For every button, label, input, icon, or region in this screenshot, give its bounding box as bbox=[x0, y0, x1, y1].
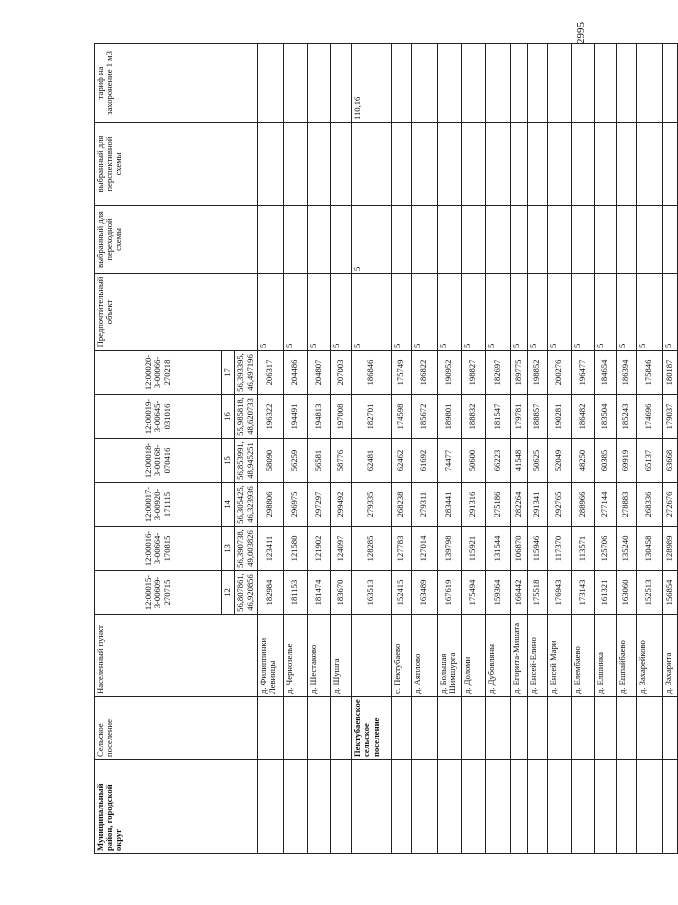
column-number-12: 12 bbox=[222, 571, 235, 615]
distance-cell: 196477 bbox=[571, 351, 594, 395]
distance-cell: 66223 bbox=[485, 439, 510, 483]
distance-cell: 183670 bbox=[330, 571, 351, 615]
proposed-cell: 5 bbox=[571, 274, 594, 351]
settlement-cell bbox=[485, 697, 510, 760]
tariff-cell bbox=[510, 44, 527, 123]
table-row bbox=[616, 44, 636, 854]
landfill-distance-table bbox=[94, 43, 678, 854]
proposed-cell: 5 bbox=[662, 274, 677, 351]
proposed-cell: 5 bbox=[307, 274, 330, 351]
distance-cell: 106870 bbox=[510, 527, 527, 571]
proposed-cell: 5 bbox=[510, 274, 527, 351]
distance-cell: 58776 bbox=[330, 439, 351, 483]
distance-cell: 159364 bbox=[485, 571, 510, 615]
distance-cell: 121902 bbox=[307, 527, 330, 571]
locality-cell: д. Большая Шимшургa bbox=[437, 615, 461, 697]
municipal-cell bbox=[636, 760, 662, 854]
distance-cell: 173143 bbox=[571, 571, 594, 615]
distance-cell: 182697 bbox=[485, 351, 510, 395]
distance-cell: 50625 bbox=[527, 439, 547, 483]
prospective-cell bbox=[571, 123, 594, 206]
distance-cell: 186846 bbox=[351, 351, 391, 395]
distance-cell: 179781 bbox=[510, 395, 527, 439]
proposed-cell: 5 bbox=[411, 274, 437, 351]
prospective-cell bbox=[485, 123, 510, 206]
table-row bbox=[283, 44, 307, 854]
table-row bbox=[461, 44, 485, 854]
proposed-cell: 5 bbox=[391, 274, 411, 351]
distance-cell: 206317 bbox=[257, 351, 283, 395]
distance-cell: 204807 bbox=[307, 351, 330, 395]
tariff-cell bbox=[594, 44, 616, 123]
locality-cell: д. Дубовляны bbox=[485, 615, 510, 697]
municipal-cell bbox=[485, 760, 510, 854]
distance-cell: 190952 bbox=[437, 351, 461, 395]
header-locality: Населенный пункт bbox=[95, 615, 258, 697]
municipal-cell bbox=[571, 760, 594, 854]
distance-cell: 65137 bbox=[636, 439, 662, 483]
settlement-cell bbox=[662, 697, 677, 760]
table-row bbox=[547, 44, 571, 854]
coordinates-5: 55,985818, 48,620733 bbox=[234, 395, 257, 439]
transition-cell bbox=[616, 206, 636, 274]
header-cadastral-3: 12:00017-3-00920-171115 bbox=[95, 483, 222, 527]
distance-cell: 181474 bbox=[307, 571, 330, 615]
locality-cell: д. Филиппинки Левинцы bbox=[257, 615, 283, 697]
distance-cell: 175494 bbox=[461, 571, 485, 615]
municipal-cell bbox=[594, 760, 616, 854]
settlement-cell bbox=[527, 697, 547, 760]
table-row bbox=[571, 44, 594, 854]
proposed-cell: 5 bbox=[437, 274, 461, 351]
table-row bbox=[257, 44, 283, 854]
transition-cell bbox=[461, 206, 485, 274]
header-cadastral-1: 12:00015-3-00609-270715 bbox=[95, 571, 222, 615]
tariff-cell bbox=[437, 44, 461, 123]
transition-cell bbox=[257, 206, 283, 274]
table-row bbox=[391, 44, 411, 854]
distance-cell: 58090 bbox=[257, 439, 283, 483]
locality-cell: д. Енсей Мари bbox=[547, 615, 571, 697]
distance-cell: 299492 bbox=[330, 483, 351, 527]
distance-cell: 130458 bbox=[636, 527, 662, 571]
proposed-cell: 5 bbox=[616, 274, 636, 351]
distance-cell: 297297 bbox=[307, 483, 330, 527]
distance-cell: 189801 bbox=[437, 395, 461, 439]
distance-cell: 181547 bbox=[485, 395, 510, 439]
locality-cell: д. Захарита bbox=[662, 615, 677, 697]
settlement-cell bbox=[307, 697, 330, 760]
distance-cell: 61692 bbox=[411, 439, 437, 483]
distance-cell: 175846 bbox=[636, 351, 662, 395]
tariff-cell bbox=[283, 44, 307, 123]
header-chosen-prospective: выбранный для перспективной схемы bbox=[95, 123, 258, 206]
distance-cell: 56581 bbox=[307, 439, 330, 483]
distance-cell: 268336 bbox=[636, 483, 662, 527]
distance-cell: 198827 bbox=[461, 351, 485, 395]
settlement-cell bbox=[616, 697, 636, 760]
table-row bbox=[485, 44, 510, 854]
prospective-cell bbox=[307, 123, 330, 206]
prospective-cell bbox=[547, 123, 571, 206]
distance-cell: 185672 bbox=[411, 395, 437, 439]
distance-cell: 152513 bbox=[636, 571, 662, 615]
proposed-cell: 5 bbox=[547, 274, 571, 351]
settlement-cell bbox=[547, 697, 571, 760]
locality-cell: д. Елшинка bbox=[594, 615, 616, 697]
distance-cell: 167619 bbox=[437, 571, 461, 615]
settlement-cell bbox=[461, 697, 485, 760]
table-row bbox=[662, 44, 677, 854]
municipal-cell bbox=[307, 760, 330, 854]
tariff-cell bbox=[257, 44, 283, 123]
proposed-cell: 5 bbox=[283, 274, 307, 351]
settlement-cell bbox=[636, 697, 662, 760]
distance-cell: 115946 bbox=[527, 527, 547, 571]
table-row bbox=[636, 44, 662, 854]
prospective-cell bbox=[391, 123, 411, 206]
distance-cell: 283441 bbox=[437, 483, 461, 527]
distance-cell: 186822 bbox=[411, 351, 437, 395]
distance-cell: 179037 bbox=[662, 395, 677, 439]
distance-cell: 268238 bbox=[391, 483, 411, 527]
distance-cell: 186394 bbox=[616, 351, 636, 395]
column-number-15: 15 bbox=[222, 439, 235, 483]
prospective-cell bbox=[411, 123, 437, 206]
tariff-cell bbox=[307, 44, 330, 123]
transition-cell: 5 bbox=[351, 206, 391, 274]
header-cadastral-2: 12:00016-3-00664-170815 bbox=[95, 527, 222, 571]
prospective-cell bbox=[351, 123, 391, 206]
prospective-cell bbox=[257, 123, 283, 206]
coordinates-6: 56,393395, 46,497196 bbox=[234, 351, 257, 395]
distance-cell: 291316 bbox=[461, 483, 485, 527]
distance-cell: 182984 bbox=[257, 571, 283, 615]
prospective-cell bbox=[636, 123, 662, 206]
distance-cell: 161321 bbox=[594, 571, 616, 615]
header-cadastral-6: 12:00020-3-00066-270218 bbox=[95, 351, 222, 395]
settlement-cell bbox=[257, 697, 283, 760]
distance-cell: 113571 bbox=[571, 527, 594, 571]
locality-cell: д. Шестаково bbox=[307, 615, 330, 697]
distance-cell: 163489 bbox=[411, 571, 437, 615]
distance-cell: 175749 bbox=[391, 351, 411, 395]
distance-cell: 279311 bbox=[411, 483, 437, 527]
prospective-cell bbox=[510, 123, 527, 206]
distance-cell: 163060 bbox=[616, 571, 636, 615]
locality-cell: д. Доломи bbox=[461, 615, 485, 697]
distance-cell: 182701 bbox=[351, 395, 391, 439]
distance-cell: 69919 bbox=[616, 439, 636, 483]
table-row bbox=[527, 44, 547, 854]
distance-cell: 135240 bbox=[616, 527, 636, 571]
distance-cell: 194491 bbox=[283, 395, 307, 439]
municipal-cell bbox=[411, 760, 437, 854]
column-number-17: 17 bbox=[222, 351, 235, 395]
distance-cell: 174696 bbox=[636, 395, 662, 439]
tariff-cell bbox=[485, 44, 510, 123]
tariff-cell bbox=[391, 44, 411, 123]
header-chosen-transition: выбранный для переходной схемы bbox=[95, 206, 258, 274]
distance-cell: 198852 bbox=[527, 351, 547, 395]
header-tariff: тариф на захоронение 1 м3 bbox=[95, 44, 258, 123]
prospective-cell bbox=[461, 123, 485, 206]
distance-cell: 41548 bbox=[510, 439, 527, 483]
coordinates-3: 56,305425, 46,323936 bbox=[234, 483, 257, 527]
table-row bbox=[351, 44, 391, 854]
municipal-cell bbox=[330, 760, 351, 854]
table-row bbox=[594, 44, 616, 854]
settlement-cell bbox=[510, 697, 527, 760]
proposed-cell: 5 bbox=[351, 274, 391, 351]
distance-cell: 207003 bbox=[330, 351, 351, 395]
proposed-cell: 5 bbox=[330, 274, 351, 351]
tariff-cell bbox=[461, 44, 485, 123]
prospective-cell bbox=[437, 123, 461, 206]
municipal-cell bbox=[662, 760, 677, 854]
distance-cell: 189775 bbox=[510, 351, 527, 395]
distance-cell: 127783 bbox=[391, 527, 411, 571]
settlement-cell bbox=[411, 697, 437, 760]
locality-cell bbox=[351, 615, 391, 697]
tariff-cell bbox=[571, 44, 594, 123]
transition-cell bbox=[662, 206, 677, 274]
distance-cell: 296975 bbox=[283, 483, 307, 527]
municipal-cell bbox=[257, 760, 283, 854]
municipal-cell bbox=[461, 760, 485, 854]
distance-cell: 128285 bbox=[351, 527, 391, 571]
distance-cell: 288966 bbox=[571, 483, 594, 527]
transition-cell bbox=[411, 206, 437, 274]
prospective-cell bbox=[527, 123, 547, 206]
header-settlement: Сельское поселение bbox=[95, 697, 258, 760]
distance-cell: 278883 bbox=[616, 483, 636, 527]
distance-cell: 188857 bbox=[527, 395, 547, 439]
municipal-cell bbox=[437, 760, 461, 854]
distance-cell: 123411 bbox=[257, 527, 283, 571]
transition-cell bbox=[485, 206, 510, 274]
tariff-cell bbox=[527, 44, 547, 123]
distance-cell: 291341 bbox=[527, 483, 547, 527]
distance-cell: 185243 bbox=[616, 395, 636, 439]
distance-cell: 184654 bbox=[594, 351, 616, 395]
locality-cell: д. Енсей-Елино bbox=[527, 615, 547, 697]
distance-cell: 48250 bbox=[571, 439, 594, 483]
locality-cell: д. Шушга bbox=[330, 615, 351, 697]
tariff-cell bbox=[411, 44, 437, 123]
distance-cell: 194813 bbox=[307, 395, 330, 439]
locality-cell: с. Пектубаево bbox=[391, 615, 411, 697]
distance-cell: 74477 bbox=[437, 439, 461, 483]
rotated-table-frame bbox=[94, 44, 674, 854]
prospective-cell bbox=[594, 123, 616, 206]
transition-cell bbox=[330, 206, 351, 274]
proposed-cell: 5 bbox=[461, 274, 485, 351]
distance-cell: 124097 bbox=[330, 527, 351, 571]
tariff-cell bbox=[662, 44, 677, 123]
municipal-cell bbox=[616, 760, 636, 854]
coordinates-1: 56,807861, 46,920856 bbox=[234, 571, 257, 615]
prospective-cell bbox=[283, 123, 307, 206]
table-row bbox=[437, 44, 461, 854]
tariff-cell bbox=[616, 44, 636, 123]
distance-cell: 175518 bbox=[527, 571, 547, 615]
distance-cell: 282264 bbox=[510, 483, 527, 527]
distance-cell: 127014 bbox=[411, 527, 437, 571]
distance-cell: 181153 bbox=[283, 571, 307, 615]
locality-cell: д. Егорита-Мишата bbox=[510, 615, 527, 697]
municipal-cell bbox=[391, 760, 411, 854]
distance-cell: 272676 bbox=[662, 483, 677, 527]
distance-cell: 180187 bbox=[662, 351, 677, 395]
distance-cell: 62481 bbox=[351, 439, 391, 483]
transition-cell bbox=[283, 206, 307, 274]
table-row bbox=[510, 44, 527, 854]
distance-cell: 277144 bbox=[594, 483, 616, 527]
locality-cell: д. Аяплово bbox=[411, 615, 437, 697]
tariff-cell: 110,16 bbox=[351, 44, 391, 123]
transition-cell bbox=[547, 206, 571, 274]
coordinates-2: 56,390738, 49,003826 bbox=[234, 527, 257, 571]
prospective-cell bbox=[662, 123, 677, 206]
transition-cell bbox=[307, 206, 330, 274]
header-municipal: Муниципальный район, городской округ bbox=[95, 760, 258, 854]
distance-cell: 128989 bbox=[662, 527, 677, 571]
transition-cell bbox=[391, 206, 411, 274]
settlement-cell bbox=[283, 697, 307, 760]
distance-cell: 275186 bbox=[485, 483, 510, 527]
distance-cell: 196322 bbox=[257, 395, 283, 439]
municipal-cell bbox=[351, 760, 391, 854]
distance-cell: 156854 bbox=[662, 571, 677, 615]
table-row bbox=[330, 44, 351, 854]
distance-cell: 197008 bbox=[330, 395, 351, 439]
header-cadastral-5: 12:00019-3-00645-031016 bbox=[95, 395, 222, 439]
table-row bbox=[307, 44, 330, 854]
distance-cell: 183504 bbox=[594, 395, 616, 439]
prospective-cell bbox=[330, 123, 351, 206]
distance-cell: 63668 bbox=[662, 439, 677, 483]
distance-cell: 60385 bbox=[594, 439, 616, 483]
distance-cell: 166442 bbox=[510, 571, 527, 615]
distance-cell: 115921 bbox=[461, 527, 485, 571]
tariff-cell bbox=[547, 44, 571, 123]
distance-cell: 139798 bbox=[437, 527, 461, 571]
distance-cell: 200276 bbox=[547, 351, 571, 395]
header-cadastral-4: 12:00018-3-00168-070416 bbox=[95, 439, 222, 483]
distance-cell: 117370 bbox=[547, 527, 571, 571]
distance-cell: 174598 bbox=[391, 395, 411, 439]
settlement-cell: Пектубаевское сельское поселение bbox=[351, 697, 391, 760]
proposed-cell: 5 bbox=[485, 274, 510, 351]
distance-cell: 62462 bbox=[391, 439, 411, 483]
transition-cell bbox=[527, 206, 547, 274]
transition-cell bbox=[636, 206, 662, 274]
proposed-cell: 5 bbox=[594, 274, 616, 351]
settlement-cell bbox=[437, 697, 461, 760]
distance-cell: 163513 bbox=[351, 571, 391, 615]
settlement-cell bbox=[571, 697, 594, 760]
distance-cell: 52049 bbox=[547, 439, 571, 483]
column-number-16: 16 bbox=[222, 395, 235, 439]
distance-cell: 125706 bbox=[594, 527, 616, 571]
locality-cell: д. Елембаево bbox=[571, 615, 594, 697]
transition-cell bbox=[510, 206, 527, 274]
transition-cell bbox=[437, 206, 461, 274]
coordinates-4: 56,853991, 48,945251 bbox=[234, 439, 257, 483]
prospective-cell bbox=[616, 123, 636, 206]
locality-cell: д. Захарейково bbox=[636, 615, 662, 697]
municipal-cell bbox=[547, 760, 571, 854]
distance-cell: 176943 bbox=[547, 571, 571, 615]
distance-cell: 204486 bbox=[283, 351, 307, 395]
proposed-cell: 5 bbox=[257, 274, 283, 351]
municipal-cell bbox=[510, 760, 527, 854]
distance-cell: 56259 bbox=[283, 439, 307, 483]
tariff-cell bbox=[636, 44, 662, 123]
table-row bbox=[411, 44, 437, 854]
column-number-14: 14 bbox=[222, 483, 235, 527]
tariff-cell bbox=[330, 44, 351, 123]
distance-cell: 298806 bbox=[257, 483, 283, 527]
distance-cell: 279335 bbox=[351, 483, 391, 527]
distance-cell: 121580 bbox=[283, 527, 307, 571]
header-proposed: Предпочтительный объект bbox=[95, 274, 258, 351]
settlement-cell bbox=[330, 697, 351, 760]
locality-cell: д. Чернозелье bbox=[283, 615, 307, 697]
distance-cell: 131544 bbox=[485, 527, 510, 571]
distance-cell: 292765 bbox=[547, 483, 571, 527]
distance-cell: 188832 bbox=[461, 395, 485, 439]
municipal-cell bbox=[527, 760, 547, 854]
locality-cell: д. Ешпайбаево bbox=[616, 615, 636, 697]
proposed-cell: 5 bbox=[527, 274, 547, 351]
settlement-cell bbox=[594, 697, 616, 760]
distance-cell: 152415 bbox=[391, 571, 411, 615]
settlement-cell bbox=[391, 697, 411, 760]
transition-cell bbox=[594, 206, 616, 274]
transition-cell bbox=[571, 206, 594, 274]
proposed-cell: 5 bbox=[636, 274, 662, 351]
rotated-table-container bbox=[94, 44, 674, 854]
municipal-cell bbox=[283, 760, 307, 854]
page-number: 2995 bbox=[575, 22, 587, 44]
distance-cell: 186482 bbox=[571, 395, 594, 439]
distance-cell: 50600 bbox=[461, 439, 485, 483]
column-number-13: 13 bbox=[222, 527, 235, 571]
distance-cell: 190281 bbox=[547, 395, 571, 439]
